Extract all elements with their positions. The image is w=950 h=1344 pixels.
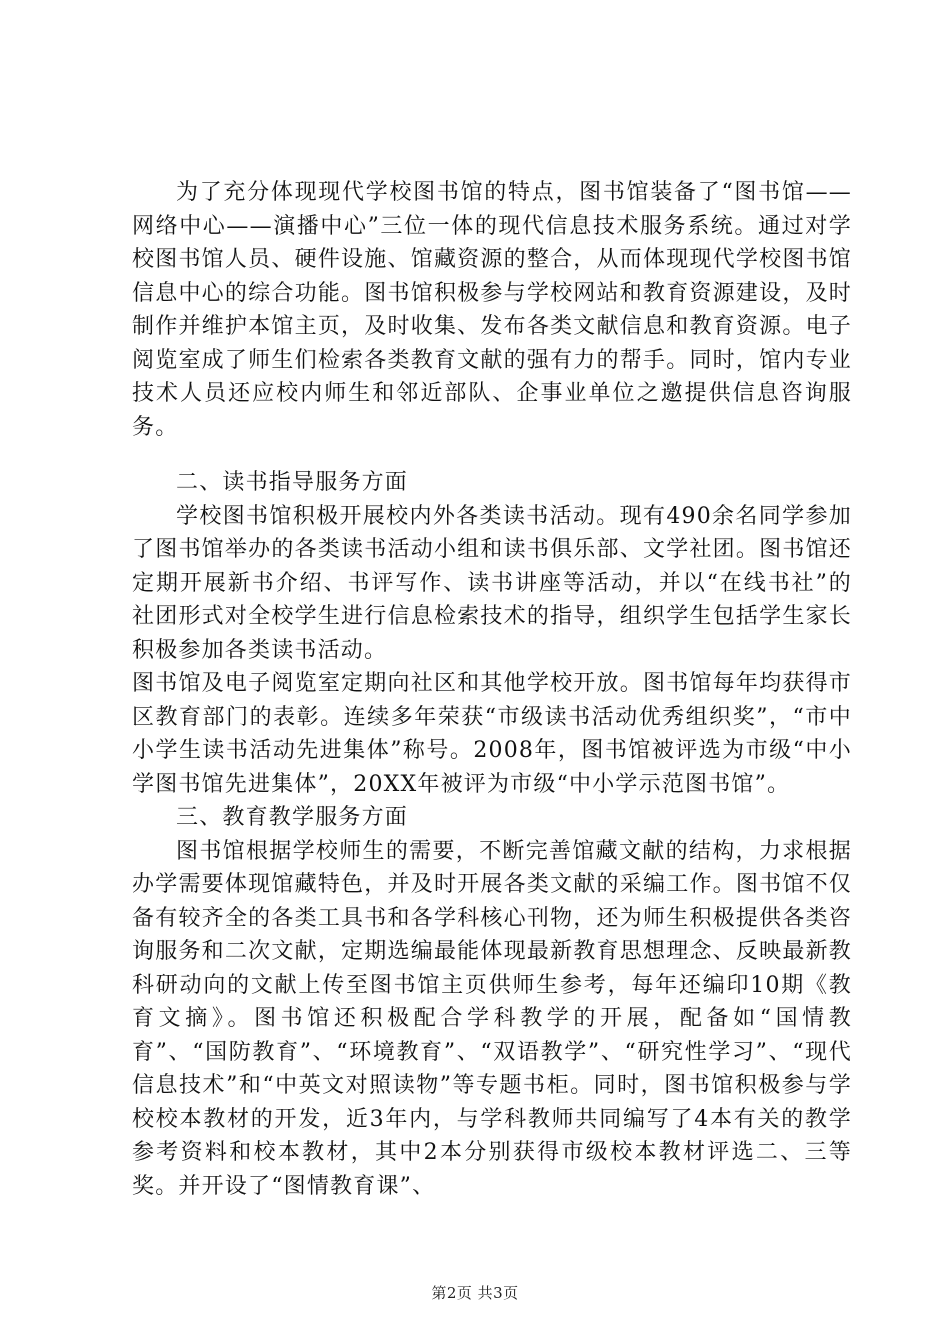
section-heading-teaching-service: 三、教育教学服务方面 — [176, 805, 409, 830]
section-heading-reading-guidance: 二、读书指导服务方面 — [176, 470, 409, 495]
paragraph-info-system: 为了充分体现现代学校图书馆的特点，图书馆装备了“图书馆——网络中心——演播中心”三位一体的现代信息技术服务系统。通过对学校图书馆人员、硬件设施、馆藏资源的整合，从而体现现代学校图书馆信息中心的综合功能。图书馆积极参与学校网站和教育资源建设，及时制作并维护本馆主页，及时收集、发布各类文献信息和教育资源。电子阅览室成了师生们检索各类教育文献的强有力的帮手。同时，馆内专业技术人员还应校内师生和邻近部队、企事业单位之邀提供信息咨询服务。 — [132, 180, 852, 440]
paragraph-teaching-service: 图书馆根据学校师生的需要，不断完善馆藏文献的结构，力求根据办学需要体现馆藏特色，并及时开展各类文献的采编工作。图书馆不仅备有较齐全的各类工具书和各学科核心刊物，还为师生积极提供各类咨询服务和二次文献，定期选编最能体现最新教育思想理念、反映最新教科研动向的文献上传至图书馆主页供师生参考，每年还编印10期《教育文摘》。图书馆还积极配合学科教学的开展，配备如“国情教育”、“国防教育”、“环境教育”、“双语教学”、“研究性学习”、“现代信息技术”和“中英文对照读物”等专题书柜。同时，图书馆积极参与学校校本教材的开发，近3年内，与学科教师共同编写了4本有关的教学参考资料和校本教材，其中2本分别获得市级校本教材评选二、三等奖。并开设了“图情教育课”、 — [132, 838, 852, 1199]
paragraph-reading-activities: 学校图书馆积极开展校内外各类读书活动。现有490余名同学参加了图书馆举办的各类读书活动小组和读书俱乐部、文学社团。图书馆还定期开展新书介绍、书评写作、读书讲座等活动，并以“在线书社”的社团形式对全校学生进行信息检索技术的指导，组织学生包括学生家长积极参加各类读书活动。 — [132, 503, 852, 663]
document-body — [132, 176, 852, 1203]
paragraph-awards: 图书馆及电子阅览室定期向社区和其他学校开放。图书馆每年均获得市区教育部门的表彰。连续多年荣获“市级读书活动优秀组织奖”，“市中小学生读书活动先进集体”称号。2008年，图书馆被评选为市级“中小学图书馆先进集体”，20XX年被评为市级“中小学示范图书馆”。 — [132, 671, 852, 797]
page-footer: 第2页 共3页 — [431, 1284, 519, 1302]
